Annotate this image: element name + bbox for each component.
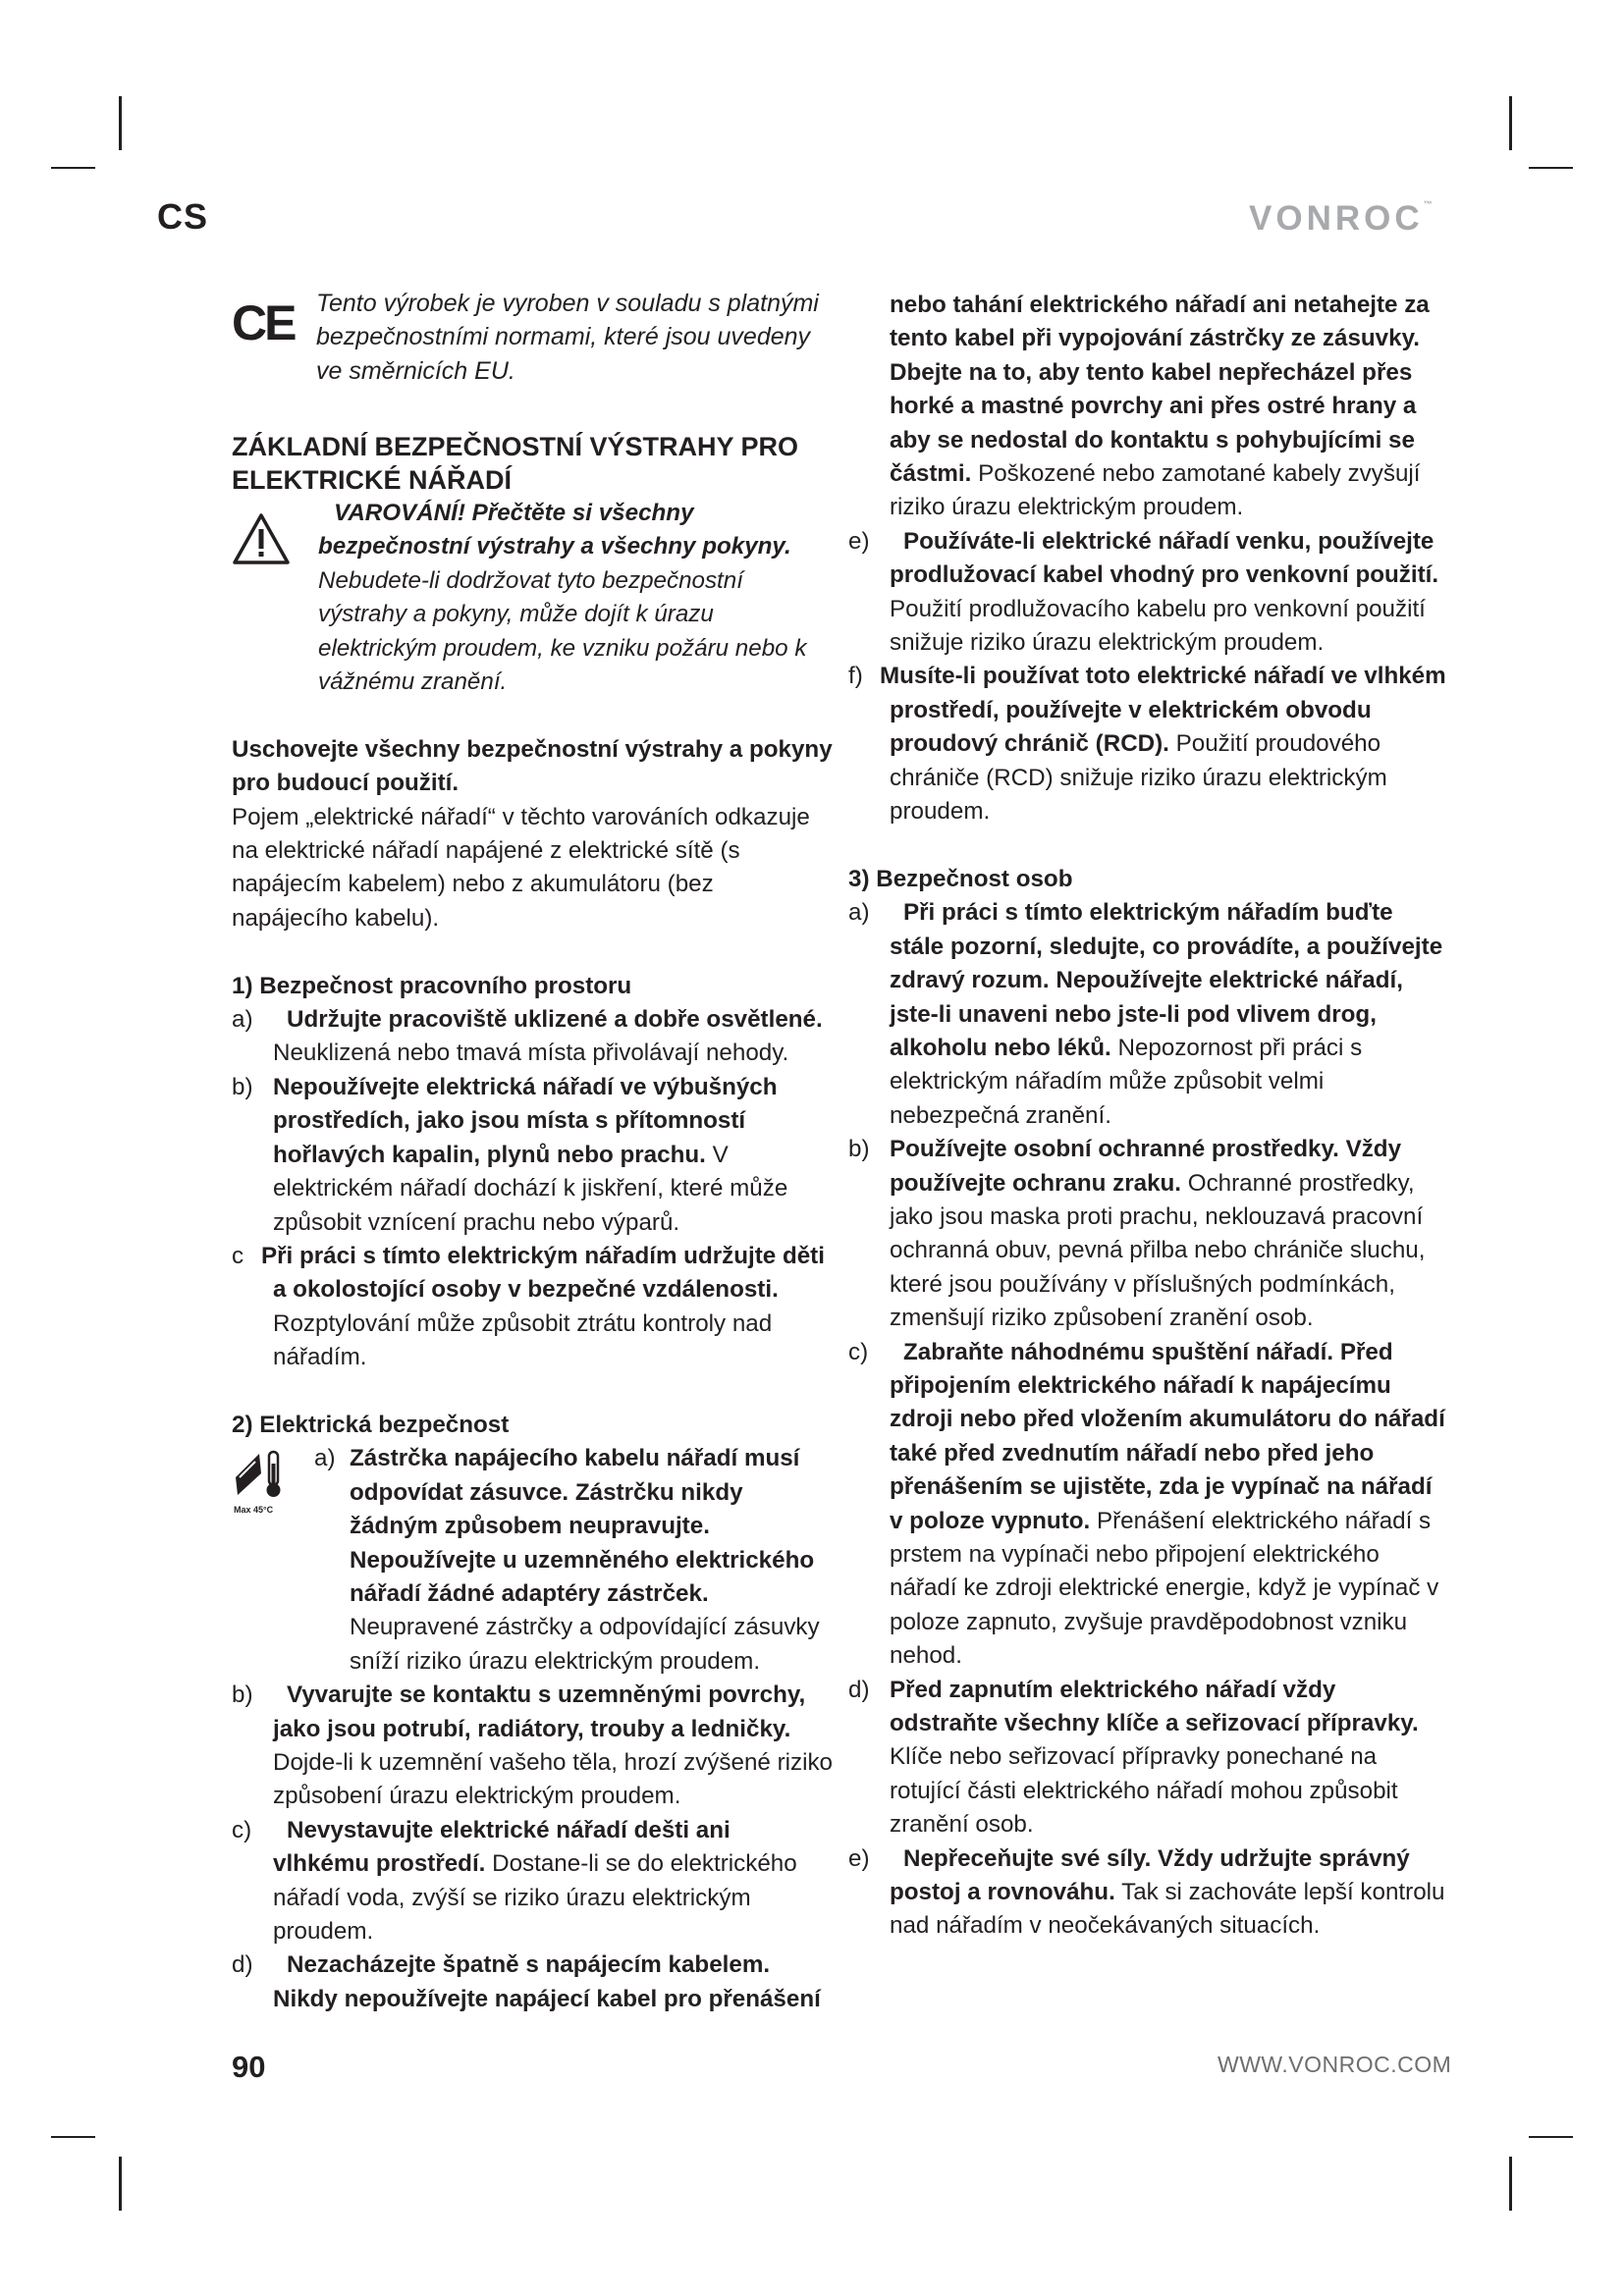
list-item: a) Při práci s tímto elektrickým nářadím buďte stále pozorní, sledujte, co provádíte, a používejte zdravý rozum. Nepoužívejte elektrické nářadí, jste-li unaveni nebo jste-li pod vlivem drog, alkoholu nebo léků. Nepozornost při práci s elektrickým nářadím může způsobit velmi nebezpečná zranění. — [848, 899, 1443, 1129]
list-item: Max 45°C a) Zástrčka napájecího kabelu nářadí musí odpovídat zásuvce. Zástrčku nikdy žádným způsobem neupravujte. Nepoužívejte u uzemněného elektrického nářadí žádné adaptéry zástrček. Neupravené zástrčky a odpovídající zásuvky sníží riziko úrazu elektrickým proudem. — [234, 1445, 820, 1675]
list-item-continuation: nebo tahání elektrického nářadí ani netahejte za tento kabel při vypojování zástrčky ze zásuvky. Dbejte na to, aby tento kabel nepřecházel přes horké a mastné povrchy ani přes ostré hrany a aby se nedostal do kontaktu s pohybujícími se částmi. Poškozené nebo zamotané kabely zvyšují riziko úrazu elektrickým proudem. — [890, 292, 1430, 521]
list-item: d) Nezacházejte špatně s napájecím kabelem. Nikdy nepoužívejte napájecí kabel pro přenášení — [232, 1951, 821, 2012]
warning-triangle-icon — [232, 512, 291, 565]
crop-mark — [1529, 167, 1573, 169]
section-title-work-area: 1) Bezpečnost pracovního prostoru — [232, 972, 632, 999]
right-column — [848, 289, 1449, 1944]
crop-mark — [51, 167, 95, 169]
list-item: f) Musíte-li používat toto elektrické nářadí ve vlhkém prostředí, používejte v elektrickém obvodu proudový chránič (RCD). Použití proudového chrániče (RCD) snižuje riziko úrazu elektrickým proudem. — [848, 663, 1446, 826]
crop-mark — [119, 2157, 122, 2211]
ce-mark-icon: CE — [232, 295, 295, 350]
list-item: c Při práci s tímto elektrickým nářadím udržujte děti a okolostojící osoby v bezpečné vzdálenosti. Rozptylování může způsobit ztrátu kontroly nad nářadím. — [232, 1242, 825, 1371]
list-item: c) Zabraňte náhodnému spuštění nářadí. Před připojením elektrického nářadí k napájecímu zdroji nebo před vložením akumulátoru do nářadí také před zvednutím nářadí nebo před jeho přenášením se ujistěte, zda je vypínač na nářadí v poloze vypnuto. Přenášení elektrického nářadí s prstem na vypínači nebo připojení elektrického nářadí ke zdroji elektrické energie, když je vypínač v poloze zapnuto, zvyšuje pravděpodobnost vzniku nehod. — [848, 1338, 1445, 1670]
crop-mark — [119, 96, 122, 150]
language-code: CS — [157, 196, 209, 237]
website-url: WWW.VONROC.COM — [1218, 2052, 1452, 2077]
list-item: b) Používejte osobní ochranné prostředky. Vždy používejte ochranu zraku. Ochranné prostředky, jako jsou maska proti prachu, neklouzavá pracovní ochranná obuv, pevná přilba nebo chrániče sluchu, které jsou používány v příslušných podmínkách, zmenšují riziko způsobení zranění osob. — [848, 1136, 1426, 1332]
brand-logo: VONROC™ — [1249, 199, 1433, 238]
list-item: e) Používáte-li elektrické nářadí venku, používejte prodlužovací kabel vhodný pro venkovní použití. Použití prodlužovacího kabelu pro venkovní použití snižuje riziko úrazu elektrickým proudem. — [848, 527, 1439, 657]
left-column — [232, 287, 833, 2016]
list-item: a) Udržujte pracoviště uklizené a dobře osvětlené. Neuklizená nebo tmavá místa přivolávají nehody. — [232, 1006, 823, 1067]
crop-mark — [51, 2136, 95, 2138]
hot-icon-caption: Max 45°C — [234, 1505, 274, 1516]
list-item: b) Nepoužívejte elektrická nářadí ve výbušných prostředích, jako jsou místa s přítomností hořlavých kapalin, plynů nebo prachu. V elektrickém nářadí dochází k jiskření, které může způsobit vznícení prachu nebo výparů. — [232, 1073, 788, 1236]
page-number: 90 — [232, 2050, 266, 2084]
list-item: c) Nevystavujte elektrické nářadí dešti ani vlhkému prostředí. Dostane-li se do elektrického nářadí voda, zvýší se riziko úrazu elektrickým proudem. — [232, 1816, 797, 1946]
section-title-electrical-safety: 2) Elektrická bezpečnost — [232, 1411, 510, 1438]
list-item: e) Nepřeceňujte své síly. Vždy udržujte správný postoj a rovnováhu. Tak si zachováte lepší kontrolu nad nářadím v neočekávaných situacích. — [848, 1844, 1445, 1940]
section-title-personal-safety: 3) Bezpečnost osob — [848, 865, 1073, 892]
warning-block — [232, 497, 833, 699]
hot-surface-icon — [232, 1448, 291, 1517]
warning-text: VAROVÁNÍ! Přečtěte si všechny bezpečnostní výstrahy a všechny pokyny. Nebudete-li dodržovat tyto bezpečnostní výstrahy a pokyny, může dojít k úrazu elektrickým proudem, ke vzniku požáru nebo k vážnému zranění. — [318, 500, 807, 696]
crop-mark — [1529, 2136, 1573, 2138]
crop-mark — [1509, 96, 1512, 150]
power-tool-definition: Pojem „elektrické nářadí“ v těchto varováních odkazuje na elektrické nářadí napájené z elektrické sítě (s napájecím kabelem) nebo z akumulátoru (bez napájecího kabelu). — [232, 803, 810, 932]
crop-mark — [1509, 2157, 1512, 2211]
list-item: d) Před zapnutím elektrického nářadí vždy odstraňte všechny klíče a seřizovací přípravky. Klíče nebo seřizovací přípravky ponechané na rotující části elektrického nářadí mohou způsobit zranění osob. — [848, 1676, 1419, 1839]
ce-text: Tento výrobek je vyroben v souladu s platnými bezpečnostními normami, které jsou uvedeny ve směrnicích EU. — [316, 290, 819, 385]
keep-instructions: Uschovejte všechny bezpečnostní výstrahy a pokyny pro budoucí použití. — [232, 735, 833, 797]
list-item: b) Vyvarujte se kontaktu s uzemněnými povrchy, jako jsou potrubí, radiátory, trouby a ledničky. Dojde-li k uzemnění vašeho těla, hrozí zvýšené riziko způsobení úrazu elektrickým proudem. — [232, 1682, 834, 1810]
ce-notice — [232, 287, 833, 395]
main-heading: ZÁKLADNÍ BEZPEČNOSTNÍ VÝSTRAHY PRO ELEKTRICKÉ NÁŘADÍ — [232, 432, 799, 495]
